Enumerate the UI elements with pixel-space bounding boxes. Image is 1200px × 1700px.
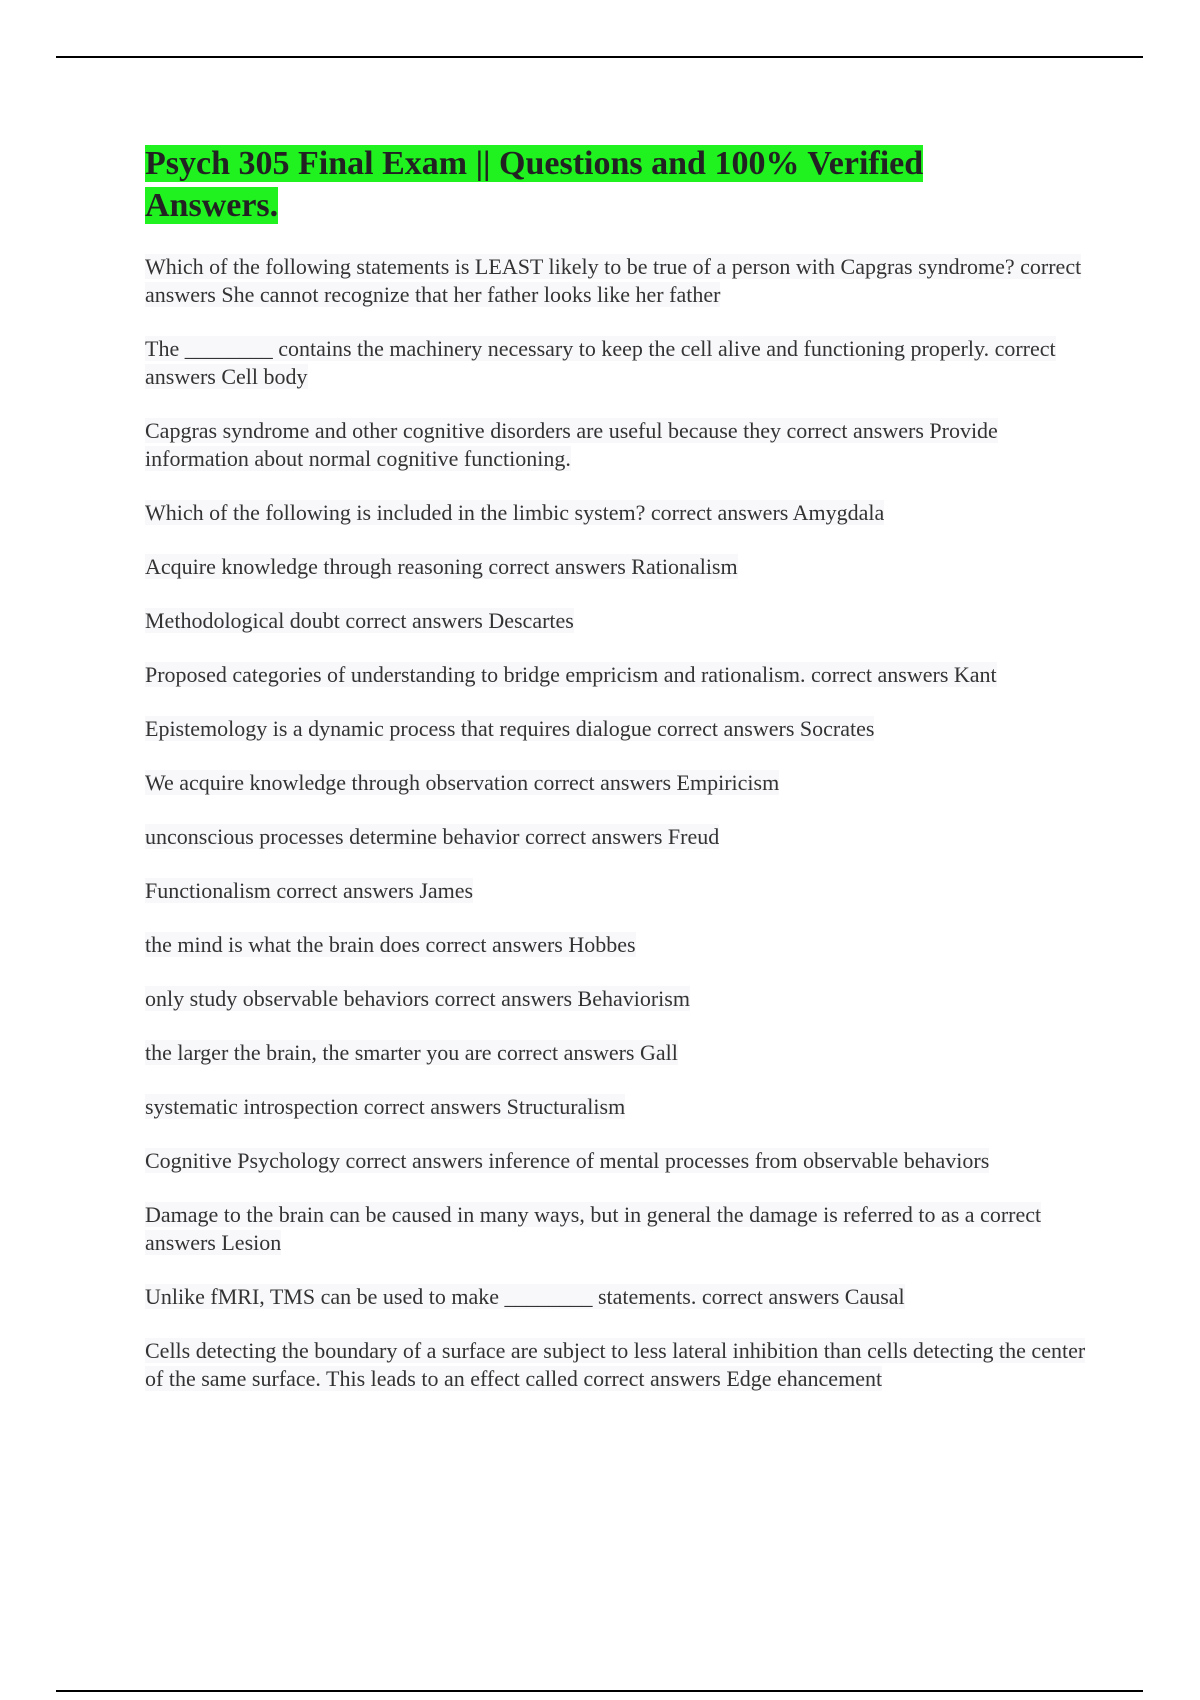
qa-item: Unlike fMRI, TMS can be used to make ________ statements. correct answers Causal	[145, 1284, 905, 1309]
qa-item: We acquire knowledge through observation correct answers Empiricism	[145, 770, 780, 795]
document-body	[145, 143, 1095, 1419]
top-divider	[56, 56, 1143, 58]
qa-item: Epistemology is a dynamic process that requires dialogue correct answers Socrates	[145, 716, 875, 741]
qa-item: unconscious processes determine behavior correct answers Freud	[145, 824, 720, 849]
qa-item: Acquire knowledge through reasoning correct answers Rationalism	[145, 554, 738, 579]
qa-item: the larger the brain, the smarter you are correct answers Gall	[145, 1040, 678, 1065]
qa-item: The ________ contains the machinery necessary to keep the cell alive and functioning properly. correct answers Cell body	[145, 336, 1056, 389]
page-title: Psych 305 Final Exam || Questions and 100% Verified Answers.	[145, 145, 924, 224]
qa-item: Cognitive Psychology correct answers inference of mental processes from observable behaviors	[145, 1148, 990, 1173]
qa-item: Proposed categories of understanding to bridge empricism and rationalism. correct answers Kant	[145, 662, 997, 687]
qa-item: only study observable behaviors correct answers Behaviorism	[145, 986, 690, 1011]
qa-item: systematic introspection correct answers Structuralism	[145, 1094, 626, 1119]
qa-item: Functionalism correct answers James	[145, 878, 474, 903]
qa-item: the mind is what the brain does correct answers Hobbes	[145, 932, 636, 957]
qa-item: Damage to the brain can be caused in many ways, but in general the damage is referred to as a correct answers Lesion	[145, 1202, 1042, 1255]
qa-item: Methodological doubt correct answers Descartes	[145, 608, 574, 633]
bottom-divider	[56, 1690, 1143, 1692]
qa-item: Capgras syndrome and other cognitive disorders are useful because they correct answers Provide information about normal cognitive functioning.	[145, 418, 998, 471]
qa-item: Which of the following is included in the limbic system? correct answers Amygdala	[145, 500, 885, 525]
qa-item: Cells detecting the boundary of a surface are subject to less lateral inhibition than cells detecting the center of the same surface. This leads to an effect called correct answers Edge ehancement	[145, 1338, 1086, 1391]
qa-item: Which of the following statements is LEAST likely to be true of a person with Capgras syndrome? correct answers She cannot recognize that her father looks like her father	[145, 254, 1082, 307]
